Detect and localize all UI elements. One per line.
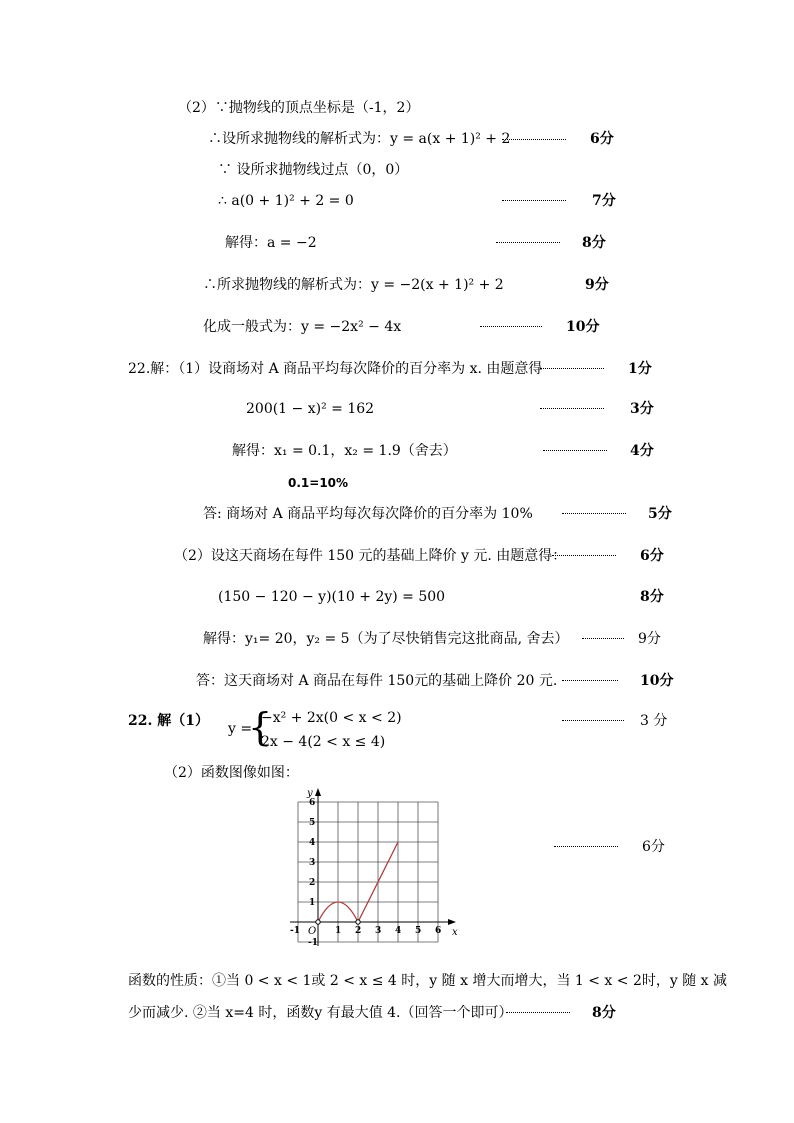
y-tick-label: 6 bbox=[309, 798, 316, 808]
x-tick-label: 1 bbox=[335, 926, 342, 936]
text-line: 200(1 − x)² = 162 bbox=[246, 401, 375, 417]
score: 3分 bbox=[630, 401, 654, 417]
score-dots bbox=[562, 513, 626, 514]
score-dots bbox=[496, 242, 560, 243]
text-line: （2）函数图像如图： bbox=[164, 765, 299, 781]
text-line: ∴ a(0 + 1)² + 2 = 0 bbox=[218, 193, 354, 209]
open-point-x2 bbox=[356, 920, 360, 924]
score: 8分 bbox=[582, 235, 606, 251]
text-line: 22.解：（1）设商场对 A 商品平均每次降价的百分率为 x. 由题意得 bbox=[128, 361, 543, 377]
score: 10分 bbox=[640, 673, 674, 689]
score-dots bbox=[554, 846, 618, 847]
score-dots bbox=[540, 368, 604, 369]
text-line: ∴设所求抛物线的解析式为：y = a(x + 1)² + 2 bbox=[208, 131, 511, 147]
text-line: 0.1=10% bbox=[288, 476, 349, 490]
text-line: 解得：a = −2 bbox=[225, 235, 317, 251]
text-line: ∴所求抛物线的解析式为：y = −2(x + 1)² + 2 bbox=[203, 277, 504, 293]
score: 3 分 bbox=[640, 713, 668, 729]
y-tick-label: 1 bbox=[309, 898, 316, 908]
x-axis-label: x bbox=[452, 927, 458, 938]
x-tick-label: 4 bbox=[395, 926, 402, 936]
piecewise-case-2: 2x − 4(2 < x ≤ 4) bbox=[261, 734, 386, 750]
text-line: ∵ 设所求抛物线过点（0，0） bbox=[218, 162, 409, 178]
score-dots bbox=[562, 680, 618, 681]
y-axis-arrow bbox=[315, 788, 321, 796]
text-line: 答: 商场对 A 商品平均每次每次降价的百分率为 10% bbox=[203, 506, 533, 522]
y-axis-label: y bbox=[307, 788, 313, 799]
score: 9分 bbox=[638, 631, 661, 647]
score-dots bbox=[543, 450, 607, 451]
function-graph bbox=[280, 784, 460, 952]
score-dots bbox=[540, 408, 604, 409]
piecewise-lhs: y = bbox=[228, 721, 253, 737]
score-dots bbox=[502, 200, 566, 201]
score-dots bbox=[502, 139, 566, 140]
text-line: 函数的性质：①当 0 < x < 1或 2 < x ≤ 4 时，y 随 x 增大而增大，当 1 < x < 2时，y 随 x 减 bbox=[128, 973, 728, 989]
x-tick-label: 6 bbox=[435, 926, 442, 936]
score: 8分 bbox=[640, 589, 664, 605]
score-dots bbox=[506, 1012, 570, 1013]
y-tick-label: 3 bbox=[309, 858, 316, 868]
x-tick-label: -1 bbox=[290, 926, 300, 936]
y-tick-label: 2 bbox=[309, 878, 316, 888]
score: 10分 bbox=[566, 319, 600, 335]
y-tick-label: -1 bbox=[308, 938, 318, 948]
score: 8分 bbox=[592, 1005, 616, 1021]
x-tick-label: 5 bbox=[415, 926, 422, 936]
score: 7分 bbox=[592, 193, 616, 209]
text-line: 化成一般式为：y = −2x² − 4x bbox=[203, 319, 402, 335]
piecewise-case-1: −x² + 2x(0 < x < 2) bbox=[261, 710, 402, 726]
origin-label: O bbox=[308, 926, 317, 937]
text-line: （2）设这天商场在每件 150 元的基础上降价 y 元. 由题意得： bbox=[174, 548, 567, 564]
x-tick-label: 3 bbox=[375, 926, 382, 936]
piecewise-brace: { bbox=[248, 705, 273, 749]
score: 6分 bbox=[640, 548, 664, 564]
score: 1分 bbox=[628, 361, 652, 377]
text-line: (150 − 120 − y)(10 + 2y) = 500 bbox=[218, 589, 446, 605]
y-tick-label: 5 bbox=[309, 818, 316, 828]
score-dots bbox=[582, 638, 624, 639]
score-dots bbox=[480, 326, 542, 327]
score-dots bbox=[562, 720, 624, 721]
text-line: 解得：x₁ = 0.1，x₂ = 1.9（舍去） bbox=[232, 443, 457, 459]
text-line: 解得：y₁= 20，y₂ = 5（为了尽快销售完这批商品, 舍去） bbox=[203, 631, 569, 647]
text-line: 答：这天商场对 A 商品在每件 150元的基础上降价 20 元. bbox=[196, 673, 558, 689]
score-dots bbox=[552, 555, 616, 556]
score: 5分 bbox=[648, 506, 672, 522]
score: 4分 bbox=[630, 443, 654, 459]
text-line: 少而减少. ②当 x=4 时，函数y 有最大值 4.（回答一个即可） bbox=[128, 1005, 513, 1021]
score: 9分 bbox=[585, 277, 609, 293]
y-tick-label: 4 bbox=[309, 838, 316, 848]
score: 6分 bbox=[642, 839, 665, 855]
score: 6分 bbox=[590, 131, 614, 147]
text-line: （2）∵抛物线的顶点坐标是（-1，2） bbox=[178, 100, 420, 116]
open-point-origin bbox=[316, 920, 320, 924]
x-tick-label: 2 bbox=[355, 926, 362, 936]
x-axis-arrow bbox=[448, 919, 456, 925]
text-line: 22. 解（1） bbox=[128, 713, 209, 729]
